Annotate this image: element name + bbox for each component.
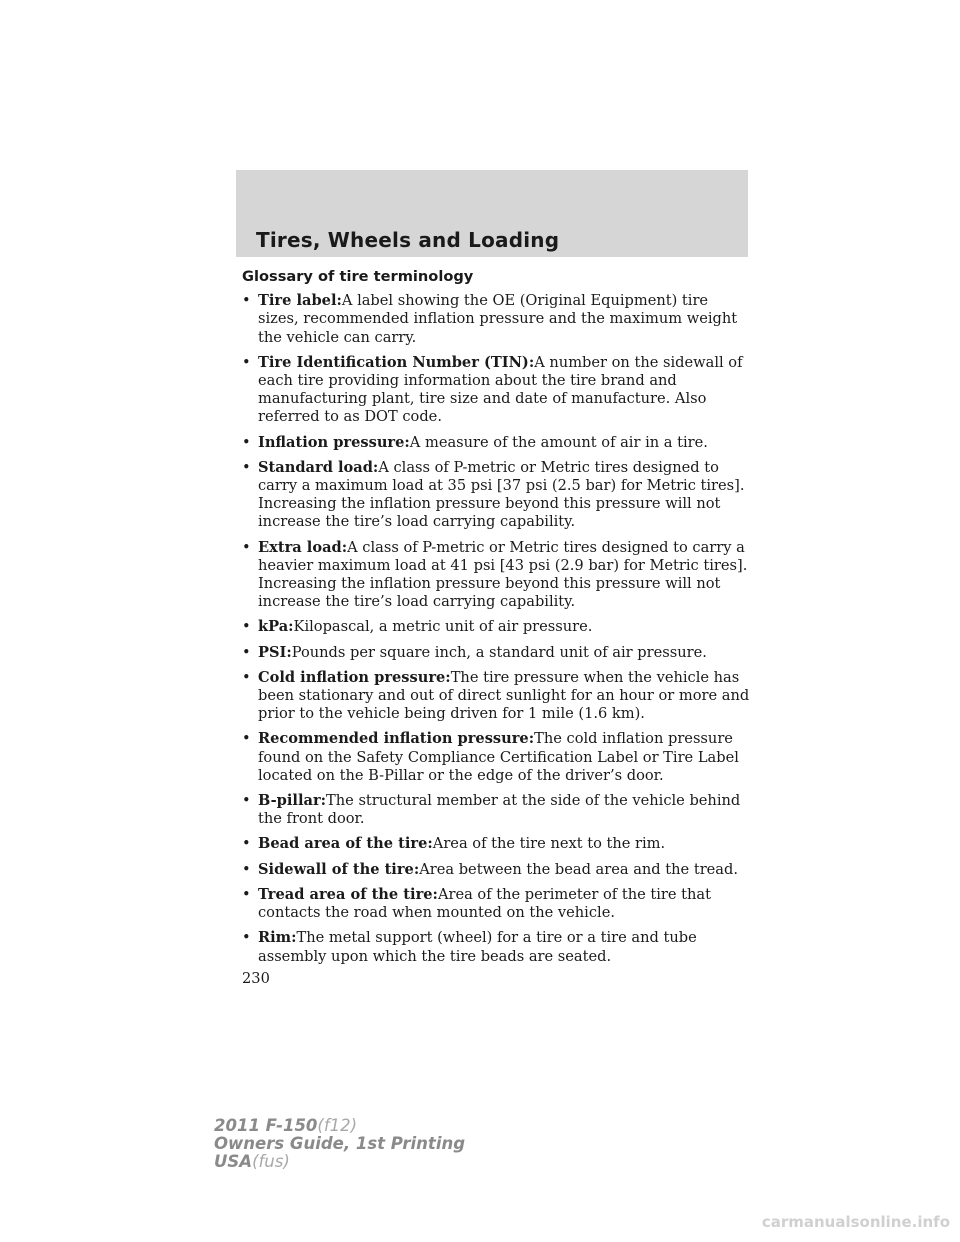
glossary-item bbox=[242, 929, 752, 965]
glossary-term: Cold inflation pressure: bbox=[258, 668, 451, 686]
print-footer bbox=[214, 1117, 465, 1171]
section-title: Glossary of tire terminology bbox=[242, 268, 474, 285]
glossary-definition: A class of P-metric or Metric tires designed to carry a heavier maximum load at 41 psi [43 psi (2.9 bar) for Metric tires]. Increasing the inflation pressure beyond this pressure will not increase the tire’s load carrying capability. bbox=[258, 538, 748, 611]
glossary-item bbox=[242, 792, 752, 828]
bullet-icon: • bbox=[242, 929, 251, 947]
glossary-term: PSI: bbox=[258, 643, 292, 661]
bullet-icon: • bbox=[242, 538, 251, 556]
main-content bbox=[242, 268, 752, 973]
footer-line-market bbox=[214, 1153, 465, 1171]
glossary-term: Standard load: bbox=[258, 458, 379, 476]
page-number: 230 bbox=[242, 970, 270, 987]
glossary-item bbox=[242, 861, 752, 879]
glossary-list bbox=[242, 292, 752, 966]
glossary-definition: The cold inflation pressure found on the Safety Compliance Certification Label or Tire Label located on the B-Pillar or the edge of the driver’s door. bbox=[258, 730, 739, 784]
glossary-definition: A measure of the amount of air in a tire. bbox=[409, 433, 708, 451]
glossary-item bbox=[242, 434, 752, 452]
page-header-title: Tires, Wheels and Loading bbox=[256, 228, 560, 252]
glossary-item bbox=[242, 459, 752, 532]
bullet-icon: • bbox=[242, 292, 251, 310]
glossary-item bbox=[242, 886, 752, 922]
glossary-term: Rim: bbox=[258, 929, 297, 947]
footer-line-printing: Owners Guide, 1st Printing bbox=[214, 1134, 466, 1153]
glossary-definition: Kilopascal, a metric unit of air pressure. bbox=[293, 618, 593, 636]
glossary-definition: The structural member at the side of the vehicle behind the front door. bbox=[258, 792, 741, 828]
glossary-item bbox=[242, 354, 752, 427]
bullet-icon: • bbox=[242, 730, 251, 748]
glossary-item bbox=[242, 669, 752, 724]
bullet-icon: • bbox=[242, 860, 251, 878]
glossary-term: Sidewall of the tire: bbox=[258, 860, 420, 878]
bullet-icon: • bbox=[242, 835, 251, 853]
glossary-item bbox=[242, 292, 752, 347]
glossary-term: Inflation pressure: bbox=[258, 433, 410, 451]
glossary-term: Extra load: bbox=[258, 538, 348, 556]
glossary-definition: The tire pressure when the vehicle has been stationary and out of direct sunlight for an hour or more and prior to the vehicle being driven for 1 mile (1.6 km). bbox=[258, 668, 750, 723]
glossary-term: kPa: bbox=[258, 618, 294, 636]
glossary-definition: A label showing the OE (Original Equipment) tire sizes, recommended inflation pressure and the maximum weight the vehicle can carry. bbox=[258, 292, 738, 346]
bullet-icon: • bbox=[242, 668, 251, 686]
glossary-definition: Area of the perimeter of the tire that contacts the road when mounted on the vehicle. bbox=[258, 885, 711, 922]
bullet-icon: • bbox=[242, 885, 251, 903]
glossary-term: Tire Identification Number (TIN): bbox=[258, 353, 535, 371]
glossary-term: Tire label: bbox=[258, 292, 342, 310]
glossary-definition: Pounds per square inch, a standard unit of air pressure. bbox=[291, 643, 707, 661]
glossary-definition: Area between the bead area and the tread. bbox=[419, 860, 738, 878]
bullet-icon: • bbox=[242, 792, 251, 810]
site-watermark: carmanualsonline.info bbox=[761, 1213, 950, 1231]
glossary-item bbox=[242, 618, 752, 636]
footer-market: USA bbox=[214, 1152, 253, 1171]
bullet-icon: • bbox=[242, 458, 251, 476]
glossary-item bbox=[242, 644, 752, 662]
bullet-icon: • bbox=[242, 643, 251, 661]
glossary-definition: The metal support (wheel) for a tire or a tire and tube assembly upon which the tire beads are seated. bbox=[258, 929, 697, 965]
glossary-term: Recommended inflation pressure: bbox=[258, 730, 535, 748]
footer-market-code: (fus) bbox=[252, 1152, 290, 1171]
bullet-icon: • bbox=[242, 433, 251, 451]
glossary-term: Tread area of the tire: bbox=[258, 885, 438, 903]
glossary-definition: A class of P-metric or Metric tires designed to carry a maximum load at 35 psi [37 psi (2.5 bar) for Metric tires]. Increasing the inflation pressure beyond this pressure will not increase the tire’s load carrying capability. bbox=[258, 458, 745, 531]
footer-line-model bbox=[214, 1117, 465, 1135]
glossary-item bbox=[242, 835, 752, 853]
footer-model-code: (f12) bbox=[317, 1116, 358, 1135]
glossary-definition: A number on the sidewall of each tire providing information about the tire brand and manufacturing plant, tire size and date of manufacture. Also referred to as DOT code. bbox=[258, 353, 743, 426]
glossary-item bbox=[242, 539, 752, 612]
glossary-term: Bead area of the tire: bbox=[258, 835, 433, 853]
bullet-icon: • bbox=[242, 618, 251, 636]
glossary-item bbox=[242, 730, 752, 785]
glossary-term: B-pillar: bbox=[258, 792, 327, 810]
glossary-definition: Area of the tire next to the rim. bbox=[432, 835, 666, 853]
bullet-icon: • bbox=[242, 353, 251, 371]
footer-model: 2011 F-150 bbox=[214, 1116, 318, 1135]
